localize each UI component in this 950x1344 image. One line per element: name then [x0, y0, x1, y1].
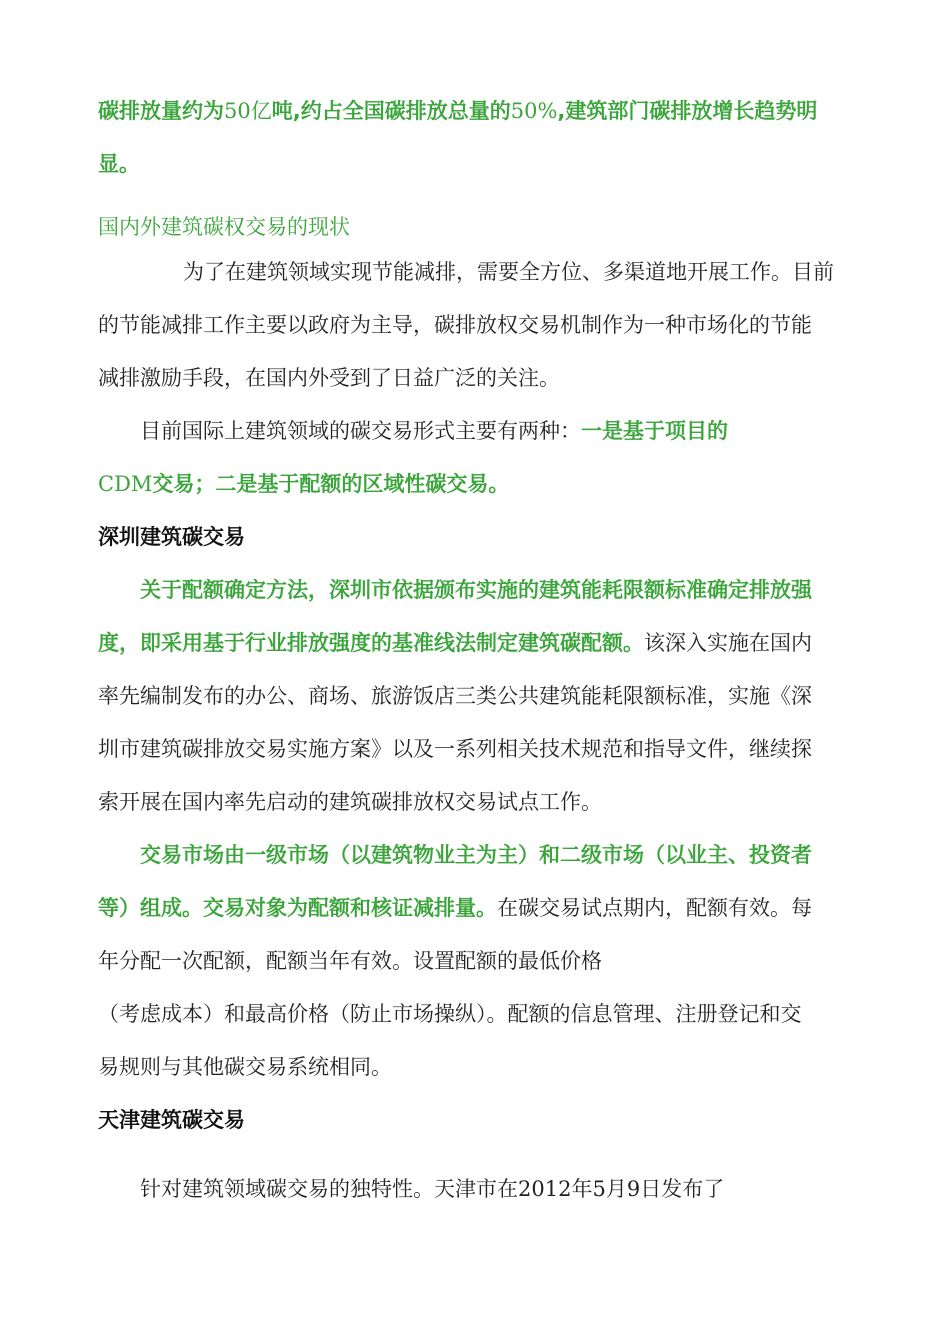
intro-line-1: [98, 95, 888, 127]
paragraph-text: 该深入实施在国内: [644, 631, 812, 655]
paragraph-line: 易规则与其他碳交易系统相同。: [98, 1055, 392, 1079]
section-heading: 国内外建筑碳权交易的现状: [98, 215, 350, 239]
highlight-text: 度，即采用基于行业排放强度的基准线法制定建筑碳配额。: [98, 631, 644, 655]
paragraph-line: 率先编制发布的办公、商场、旅游饭店三类公共建筑能耗限额标准，实施《深: [98, 684, 812, 708]
paragraph-text: 月: [605, 1177, 627, 1201]
date-number: 9: [626, 1177, 641, 1201]
paragraph-line: [98, 627, 888, 659]
section-heading: 天津建筑碳交易: [98, 1108, 245, 1132]
paragraph-line: 交易市场由一级市场（以建筑物业主为主）和二级市场（以业主、投资者: [140, 843, 812, 867]
paragraph-line: （考虑成本）和最高价格（防止市场操纵）。配额的信息管理、注册登记和交: [98, 1002, 802, 1026]
intro-text: ,建筑部门碳排放增长趋势明: [557, 99, 818, 123]
paragraph-text: 年: [571, 1177, 593, 1201]
paragraph-line: 年分配一次配额，配额当年有效。设置配额的最低价格: [98, 949, 602, 973]
paragraph-line: 减排激励手段，在国内外受到了日益广泛的关注。: [98, 366, 560, 390]
highlight-acronym: CDM: [98, 472, 153, 496]
intro-text: 吨,约占全国碳排放总量的: [271, 99, 511, 123]
paragraph-text: 日发布了: [640, 1177, 725, 1201]
paragraph-line: [98, 468, 888, 500]
paragraph-text: 针对建筑领域碳交易的独特性。天津市在: [140, 1177, 518, 1201]
paragraph-line: 关于配额确定方法，深圳市依据颁布实施的建筑能耗限额标准确定排放强: [140, 578, 812, 602]
intro-text: 碳排放量约为: [98, 99, 224, 123]
section-heading: 深圳建筑碳交易: [98, 525, 245, 549]
paragraph-text: 目前国际上建筑领域的碳交易形式主要有两种：: [140, 419, 581, 443]
date-number: 2012: [518, 1177, 572, 1201]
paragraph-line: [98, 892, 888, 924]
highlight-text: 一是基于项目的: [581, 419, 728, 443]
intro-number: 50%: [510, 99, 558, 123]
paragraph-text: 在碳交易试点期内，配额有效。每: [497, 896, 812, 920]
paragraph-line: 的节能减排工作主要以政府为主导，碳排放权交易机制作为一种市场化的节能: [98, 313, 812, 337]
paragraph-line: 索开展在国内率先启动的建筑碳排放权交易试点工作。: [98, 790, 602, 814]
intro-text: 亿: [250, 99, 272, 123]
paragraph-line: 圳市建筑碳排放交易实施方案》以及一系列相关技术规范和指导文件，继续探: [98, 737, 812, 761]
intro-number: 50: [224, 99, 251, 123]
highlight-text: 等）组成。交易对象为配额和核证减排量。: [98, 896, 497, 920]
highlight-text: 交易；二是基于配额的区域性碳交易。: [152, 472, 510, 496]
date-number: 5: [592, 1177, 606, 1201]
paragraph-line: [140, 1173, 930, 1205]
paragraph-line: 为了在建筑领域实现节能减排，需要全方位、多渠道地开展工作。目前: [183, 260, 834, 284]
paragraph-line: [140, 415, 930, 447]
intro-line-2: 显。: [98, 152, 140, 176]
